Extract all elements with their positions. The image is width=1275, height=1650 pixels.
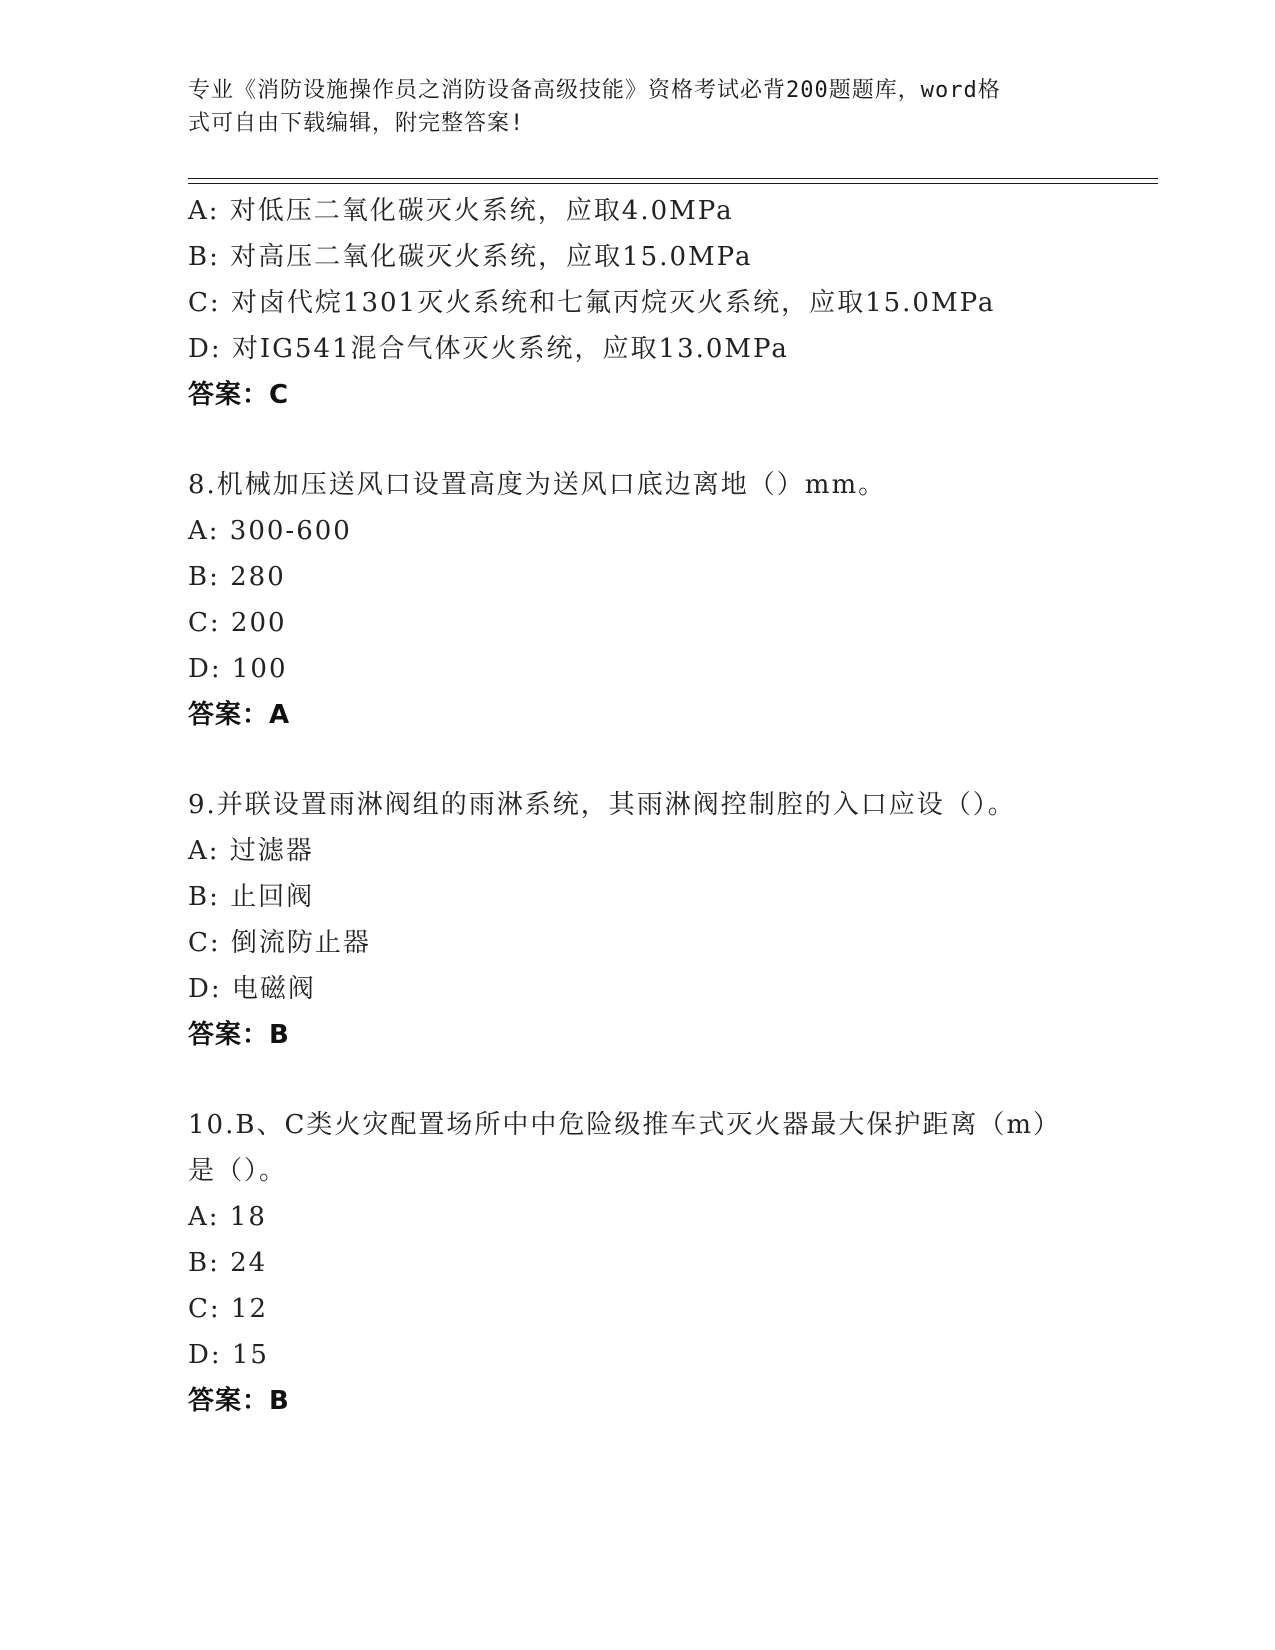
option-c: C: 倒流防止器 <box>188 928 371 958</box>
option-c: C: 12 <box>188 1294 269 1324</box>
question-8 <box>188 462 1088 738</box>
option-d: D: 电磁阀 <box>188 974 316 1004</box>
option-d: D: 对IG541混合气体灭火系统，应取13.0MPa <box>188 334 789 364</box>
spacer <box>188 738 1088 782</box>
option-a: A: 对低压二氧化碳灭火系统，应取4.0MPa <box>188 196 734 226</box>
question-10 <box>188 1102 1088 1424</box>
spacer <box>188 418 1088 462</box>
answer: 答案：C <box>188 380 290 410</box>
question-stem: 9.并联设置雨淋阀组的雨淋系统，其雨淋阀控制腔的入口应设（）。 <box>188 790 1016 820</box>
option-a: A: 18 <box>188 1202 267 1232</box>
header-line-2: 式可自由下载编辑，附完整答案! <box>188 111 525 136</box>
header-divider-top <box>188 178 1158 179</box>
option-d: D: 100 <box>188 654 288 684</box>
question-list <box>188 188 1088 1424</box>
question-7 <box>188 188 1088 418</box>
question-stem-line-1: 10.B、C类火灾配置场所中中危险级推车式灭火器最大保护距离（m） <box>188 1110 1062 1140</box>
spacer <box>188 1058 1088 1102</box>
question-stem: 8.机械加压送风口设置高度为送风口底边离地（）mm。 <box>188 470 887 500</box>
answer: 答案：B <box>188 1386 290 1416</box>
option-c: C: 对卤代烷1301灭火系统和七氟丙烷灭火系统，应取15.0MPa <box>188 288 996 318</box>
option-a: A: 300-600 <box>188 516 352 546</box>
option-a: A: 过滤器 <box>188 836 314 866</box>
option-b: B: 280 <box>188 562 286 592</box>
question-stem-line-2: 是（）。 <box>188 1156 288 1186</box>
answer: 答案：B <box>188 1020 290 1050</box>
question-9 <box>188 782 1088 1058</box>
option-b: B: 24 <box>188 1248 268 1278</box>
option-c: C: 200 <box>188 608 287 638</box>
option-b: B: 止回阀 <box>188 882 315 912</box>
option-b: B: 对高压二氧化碳灭火系统，应取15.0MPa <box>188 242 753 272</box>
option-d: D: 15 <box>188 1340 269 1370</box>
answer: 答案：A <box>188 700 291 730</box>
header-line-1: 专业《消防设施操作员之消防设备高级技能》资格考试必背200题题库，word格 <box>188 78 1001 103</box>
document-header <box>188 74 1088 140</box>
header-divider-bottom <box>188 183 1158 184</box>
